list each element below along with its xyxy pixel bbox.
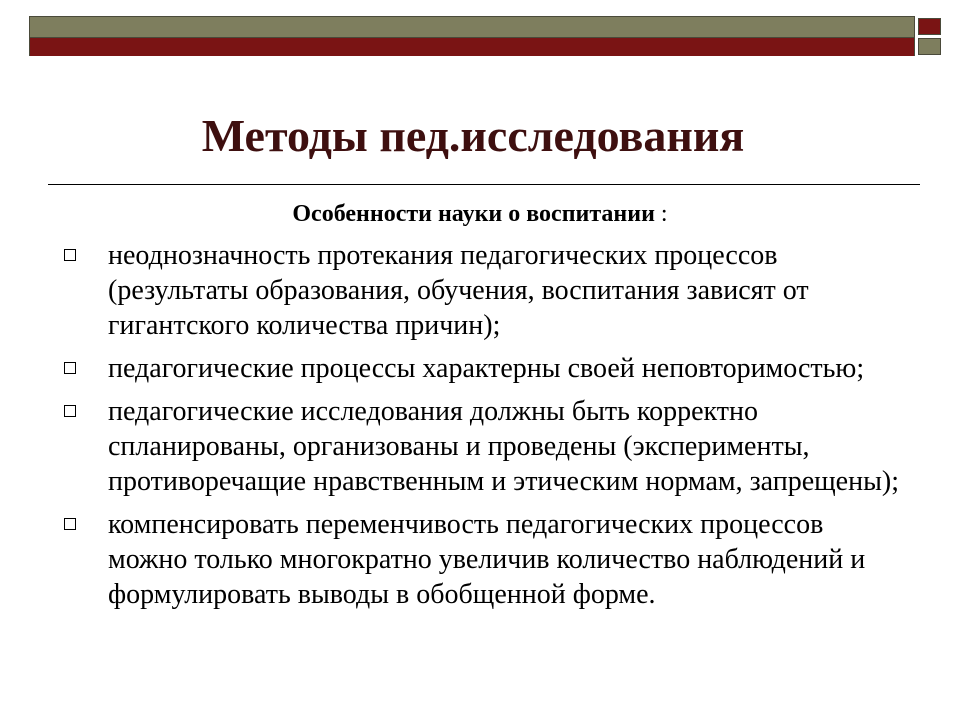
bullet-text: педагогические процессы характерны своей неповторимостью; bbox=[108, 353, 865, 384]
corner-square-olive bbox=[918, 38, 941, 55]
title-divider bbox=[48, 184, 920, 185]
top-bar-red-stripe bbox=[30, 37, 914, 56]
bullet-text: неоднозначность протекания педагогических процессов (результаты образования, обучения, воспитания зависят от гигантского количества причин); bbox=[108, 240, 809, 341]
subtitle-bold: Особенности науки о воспитании bbox=[292, 201, 655, 227]
square-bullet-icon bbox=[64, 362, 76, 374]
square-bullet-icon bbox=[64, 518, 76, 530]
slide-title: Методы пед.исследования bbox=[201, 110, 745, 161]
list-item bbox=[0, 507, 960, 612]
top-decorative-bar bbox=[29, 16, 915, 56]
bullet-list bbox=[0, 238, 960, 620]
list-item bbox=[0, 238, 960, 343]
list-item bbox=[0, 351, 960, 386]
slide-subtitle bbox=[0, 200, 960, 229]
bullet-text: педагогические исследования должны быть корректно спланированы, организованы и проведены (эксперименты, противоречащие нравственным и этическим нормам, запрещены); bbox=[108, 396, 900, 497]
subtitle-colon: : bbox=[654, 201, 668, 227]
list-item bbox=[0, 394, 960, 499]
square-bullet-icon bbox=[64, 405, 76, 417]
square-bullet-icon bbox=[64, 249, 76, 261]
corner-square-red bbox=[918, 18, 941, 35]
bullet-text: компенсировать переменчивость педагогических процессов можно только многократно увеличив количество наблюдений и формулировать выводы в обобщенной форме. bbox=[108, 509, 866, 610]
